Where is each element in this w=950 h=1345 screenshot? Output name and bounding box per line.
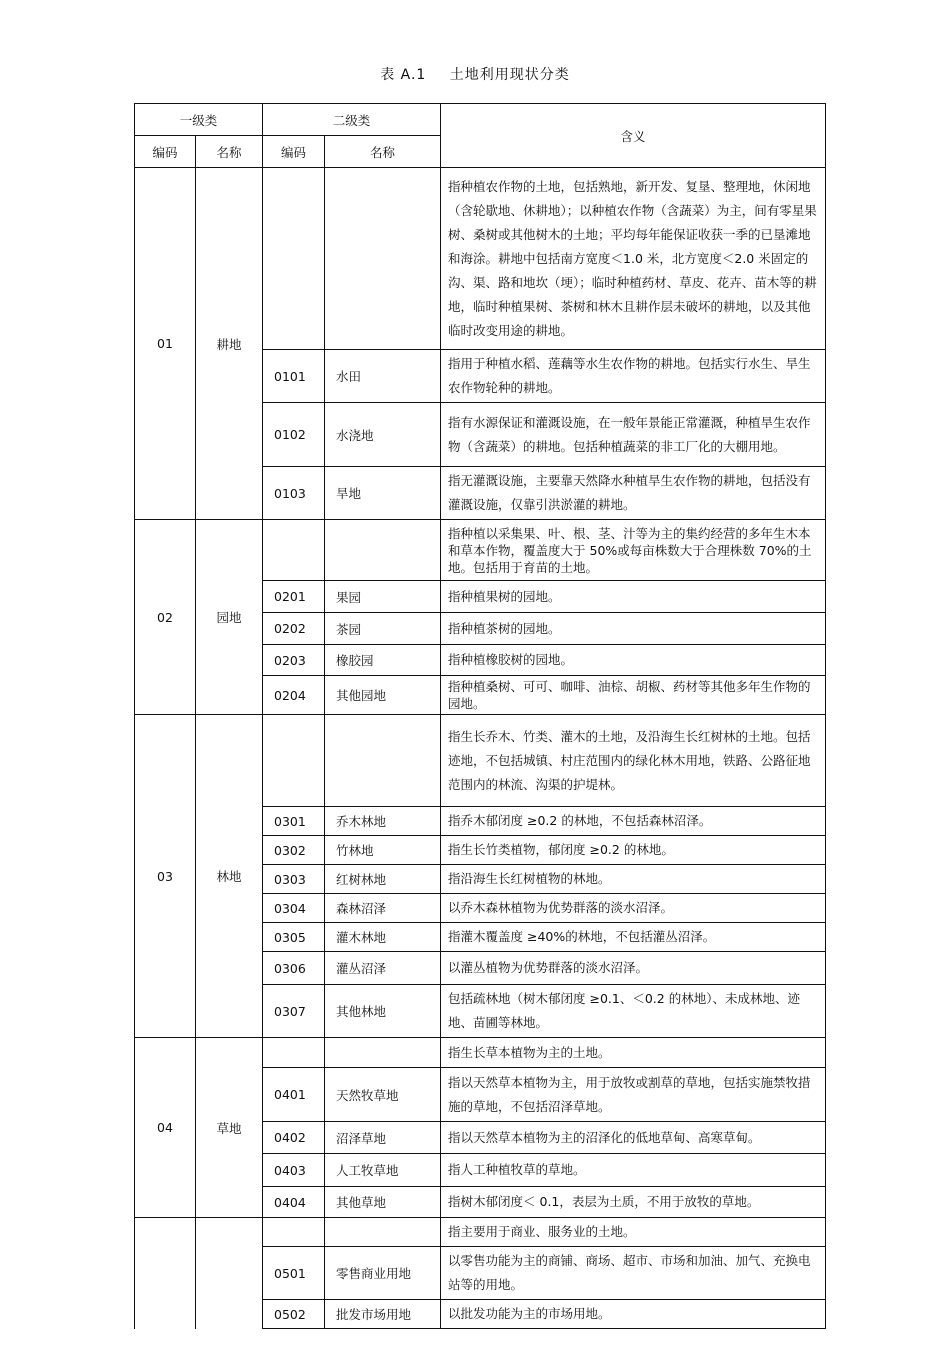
level2-description: 指灌木覆盖度 ≥40%的林地，不包括灌丛沼泽。 [441,923,826,952]
level1-code [135,1218,196,1329]
level2-description: 以零售功能为主的商铺、商场、超市、市场和加油、加气、充换电站等的用地。 [441,1247,826,1300]
level2-code: 0302 [263,836,325,865]
level2-description: 指种植果树的园地。 [441,581,826,613]
level1-name: 耕地 [196,168,263,520]
level1-code: 04 [135,1038,196,1218]
level2-name: 水田 [325,350,441,403]
level2-name: 天然牧草地 [325,1068,441,1122]
level2-code: 0102 [263,403,325,467]
header-meaning: 含义 [441,104,826,168]
level2-name: 水浇地 [325,403,441,467]
level2-code: 0202 [263,613,325,645]
level2-name: 其他园地 [325,676,441,715]
level2-name: 竹林地 [325,836,441,865]
level1-code: 01 [135,168,196,520]
level2-code: 0307 [263,985,325,1038]
level2-description: 以批发功能为主的市场用地。 [441,1300,826,1329]
level2-description: 指有水源保证和灌溉设施，在一般年景能正常灌溉，种植旱生农作物（含蔬菜）的耕地。包括种植蔬菜的非工厂化的大棚用地。 [441,403,826,467]
level2-name: 灌丛沼泽 [325,952,441,985]
group-general-row [135,168,826,350]
table-number: 表 A.1 [380,67,427,83]
land-use-classification-table [134,103,826,1329]
header-level2-code: 编码 [263,136,325,168]
level2-name-empty [325,715,441,807]
level2-name: 沼泽草地 [325,1122,441,1154]
level2-name: 乔木林地 [325,807,441,836]
header-row-top [135,104,826,136]
header-level2-name: 名称 [325,136,441,168]
level2-name: 旱地 [325,467,441,520]
level2-code: 0502 [263,1300,325,1329]
level2-description: 以乔木森林植物为优势群落的淡水沼泽。 [441,894,826,923]
table-caption: 土地利用现状分类 [449,67,570,83]
level1-name: 林地 [196,715,263,1038]
group-general-row [135,1218,826,1247]
level2-description: 指沿海生长红树植物的林地。 [441,865,826,894]
table-title [0,64,950,84]
level2-code-empty [263,168,325,350]
level2-description: 指无灌溉设施，主要靠天然降水种植旱生农作物的耕地，包括没有灌溉设施，仅靠引洪淤灌的耕地。 [441,467,826,520]
level2-code: 0402 [263,1122,325,1154]
level2-description: 指种植橡胶树的园地。 [441,645,826,676]
level1-name [196,1218,263,1329]
level2-code: 0203 [263,645,325,676]
level2-code: 0301 [263,807,325,836]
level2-name-empty [325,520,441,581]
level2-description: 指乔木郁闭度 ≥0.2 的林地，不包括森林沼泽。 [441,807,826,836]
level2-name: 批发市场用地 [325,1300,441,1329]
header-level1-code: 编码 [135,136,196,168]
level2-code: 0303 [263,865,325,894]
group-general-row [135,520,826,581]
level2-description: 指人工种植牧草的草地。 [441,1154,826,1187]
level2-code-empty [263,1218,325,1247]
level2-code: 0305 [263,923,325,952]
level2-code: 0304 [263,894,325,923]
level2-description: 指生长竹类植物，郁闭度 ≥0.2 的林地。 [441,836,826,865]
level2-name: 人工牧草地 [325,1154,441,1187]
group-general-description: 指主要用于商业、服务业的土地。 [441,1218,826,1247]
level2-code: 0103 [263,467,325,520]
level1-name: 草地 [196,1038,263,1218]
level2-description: 指以天然草本植物为主的沼泽化的低地草甸、高寒草甸。 [441,1122,826,1154]
level2-code-empty [263,520,325,581]
level1-name: 园地 [196,520,263,715]
group-general-row [135,715,826,807]
header-level1: 一级类 [135,104,263,136]
level2-code: 0404 [263,1187,325,1218]
level2-name: 森林沼泽 [325,894,441,923]
level2-name: 其他草地 [325,1187,441,1218]
level2-code-empty [263,715,325,807]
level2-description: 指树木郁闭度＜ 0.1，表层为土质，不用于放牧的草地。 [441,1187,826,1218]
level2-name: 果园 [325,581,441,613]
level2-name-empty [325,1038,441,1068]
level1-code: 03 [135,715,196,1038]
level2-code: 0101 [263,350,325,403]
header-level1-name: 名称 [196,136,263,168]
level2-name-empty [325,1218,441,1247]
level2-description: 包括疏林地（树木郁闭度 ≥0.1、＜0.2 的林地）、未成林地、迹地、苗圃等林地。 [441,985,826,1038]
level2-description: 指用于种植水稻、莲藕等水生农作物的耕地。包括实行水生、旱生农作物轮种的耕地。 [441,350,826,403]
group-general-description: 指生长草本植物为主的土地。 [441,1038,826,1068]
group-general-description: 指种植农作物的土地，包括熟地，新开发、复垦、整理地，休闲地（含轮歇地、休耕地）；以种植农作物（含蔬菜）为主，间有零星果树、桑树或其他树木的土地；平均每年能保证收获一季的已垦滩地和海涂。耕地中包括南方宽度＜1.0 米，北方宽度＜2.0 米固定的沟、渠、路和地坎（埂）；临时种植药材、草皮、花卉、苗木等的耕地，临时种植果树、茶树和林木且耕作层未破坏的耕地，以及其他临时改变用途的耕地。 [441,168,826,350]
level2-description: 指种植桑树、可可、咖啡、油棕、胡椒、药材等其他多年生作物的园地。 [441,676,826,715]
level2-name: 橡胶园 [325,645,441,676]
group-general-description: 指生长乔木、竹类、灌木的土地，及沿海生长红树林的土地。包括迹地，不包括城镇、村庄范围内的绿化林木用地，铁路、公路征地范围内的林流、沟渠的护堤林。 [441,715,826,807]
level2-name-empty [325,168,441,350]
group-general-description: 指种植以采集果、叶、根、茎、汁等为主的集约经营的多年生木本和草本作物，覆盖度大于 50%或每亩株数大于合理株数 70%的土地。包括用于育苗的土地。 [441,520,826,581]
level2-code: 0201 [263,581,325,613]
level2-name: 灌木林地 [325,923,441,952]
group-general-row [135,1038,826,1068]
level2-code: 0501 [263,1247,325,1300]
level2-code-empty [263,1038,325,1068]
level2-name: 红树林地 [325,865,441,894]
level2-name: 茶园 [325,613,441,645]
level2-description: 指种植茶树的园地。 [441,613,826,645]
header-level2: 二级类 [263,104,441,136]
level2-name: 其他林地 [325,985,441,1038]
level2-code: 0403 [263,1154,325,1187]
level2-code: 0401 [263,1068,325,1122]
level2-code: 0204 [263,676,325,715]
level2-description: 以灌丛植物为优势群落的淡水沼泽。 [441,952,826,985]
level2-name: 零售商业用地 [325,1247,441,1300]
level2-code: 0306 [263,952,325,985]
level2-description: 指以天然草本植物为主，用于放牧或割草的草地，包括实施禁牧措施的草地，不包括沼泽草地。 [441,1068,826,1122]
level1-code: 02 [135,520,196,715]
